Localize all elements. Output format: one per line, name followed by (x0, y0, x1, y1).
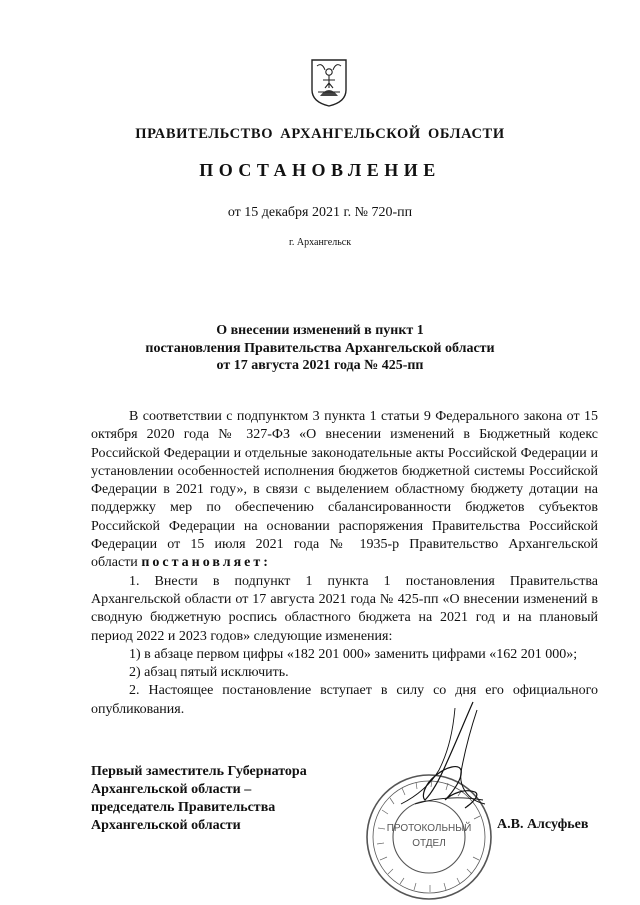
decree-word: постановляет (141, 555, 264, 571)
position-line: Архангельской области – (91, 782, 252, 797)
coat-of-arms-icon (310, 56, 348, 108)
body-paragraph: 1) в абзаце первом цифры «182 201 000» заменить цифрами «162 201 000»; (129, 646, 578, 662)
body-paragraph: 1. Внести в подпункт 1 пункта 1 постановления Правительства Архангельской области от 17 августа 2021 года № 425-пп «О внесении изменений в сводную бюджетную роспись областного бюджета на 2021 год и на плановый период 2022 и 2023 годов» следующие изменения: (91, 573, 598, 644)
document-city: г. Архангельск (288, 237, 352, 248)
subject-line: О внесении изменений в пункт 1 (216, 323, 424, 338)
document-date-number: от 15 декабря 2021 г. № 720-пп (227, 205, 413, 220)
body-paragraph: 2. Настоящее постановление вступает в силу со дня его официального опубликования. (91, 683, 598, 717)
position-line: Первый заместитель Губернатора (91, 764, 307, 779)
signatory-name: А.В. Алсуфьев (497, 817, 589, 832)
handwritten-signature-icon (395, 700, 505, 820)
body-paragraph (91, 408, 598, 573)
subject-line: постановления Правительства Архангельской области (145, 340, 495, 356)
stamp-text-line: ПРОТОКОЛЬНЫЙ (386, 823, 472, 834)
document-subject (60, 322, 580, 375)
preamble-text: В соответствии с подпунктом 3 пункта 1 статьи 9 Федерального закона от 15 октября 2020 года № 327-ФЗ «О внесении изменений в Бюджетный кодекс Российской Федерации и отдельные законодательные акты Российской Федерации и установлении особенностей исполнения бюджетов бюджетной системы Российской Федерации в 2021 году», в связи с выделением областному бюджету дотации на поддержку мер по обеспечению сбалансированности бюджетов субъектов Российской Федерации на основании распоряжения Правительства Российской Федерации от 15 июля 2021 года № 1935-р Правительство Архангельской области (91, 409, 598, 571)
document-type: ПОСТАНОВЛЕНИЕ (199, 160, 441, 180)
decree-colon: : (263, 555, 268, 571)
stamp-text-line: ОТДЕЛ (412, 838, 446, 849)
government-title: ПРАВИТЕЛЬСТВО АРХАНГЕЛЬСКОЙ ОБЛАСТИ (135, 126, 505, 142)
document-body (91, 408, 598, 719)
position-line: председатель Правительства (91, 800, 276, 815)
signatory-position (91, 763, 351, 835)
body-paragraph: 2) абзац пятый исключить. (129, 665, 289, 681)
position-line: Архангельской области (91, 818, 241, 833)
subject-line: от 17 августа 2021 года № 425-пп (216, 358, 424, 373)
